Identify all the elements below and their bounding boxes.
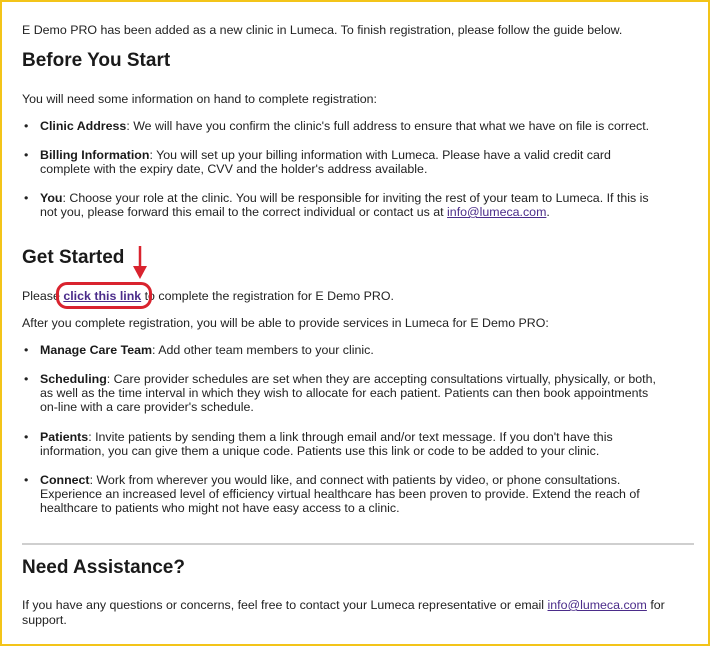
started-lead: After you complete registration, you will be able to provide services in Lumeca for E Demo PRO: bbox=[22, 316, 549, 330]
period: . bbox=[546, 205, 550, 219]
desc-you: : Choose your role at the clinic. You will be responsible for inviting the rest of your team to Lumeca. If this is bbox=[62, 191, 649, 205]
bullet: • bbox=[24, 473, 29, 487]
bullet: • bbox=[24, 148, 29, 162]
desc-patients: : Invite patients by sending them a link through email and/or text message. If you don't have this bbox=[88, 430, 613, 444]
desc-manage-care-team: : Add other team members to your clinic. bbox=[152, 343, 374, 357]
bullet: • bbox=[24, 372, 29, 386]
divider bbox=[22, 543, 694, 545]
term-scheduling: Scheduling bbox=[40, 372, 107, 386]
intro-text: E Demo PRO has been added as a new clinic in Lumeca. To finish registration, please follow the guide below. bbox=[22, 23, 623, 37]
term-you: You bbox=[40, 191, 63, 205]
desc-connect-line2: Experience an increased level of efficiency virtual healthcare has been proven to provide. Extend the reach of bbox=[40, 487, 640, 501]
list-item-clinic-address bbox=[24, 119, 692, 133]
support-email-link[interactable]: info@lumeca.com bbox=[547, 598, 647, 612]
bullet: • bbox=[24, 191, 29, 205]
before-lead: You will need some information on hand to complete registration: bbox=[22, 92, 377, 106]
desc-you-line2: not you, please forward this email to the correct individual or contact us at bbox=[40, 205, 448, 219]
desc-patients-line2: information, you can give them a unique code. Patients use this link or code to be added to your clinic. bbox=[40, 444, 600, 458]
assist-post: for bbox=[646, 598, 665, 612]
list-item-billing bbox=[24, 148, 692, 176]
desc-connect-line3: healthcare to patients who might not have easy access to a clinic. bbox=[40, 501, 400, 515]
list-item-you bbox=[24, 191, 692, 219]
term-manage-care-team: Manage Care Team bbox=[40, 343, 153, 357]
term-connect: Connect bbox=[40, 473, 90, 487]
assist-pre: If you have any questions or concerns, feel free to contact your Lumeca representative or email bbox=[22, 598, 548, 612]
bullet: • bbox=[24, 119, 29, 133]
desc-clinic-address: : We will have you confirm the clinic's full address to ensure that what we have on file is correct. bbox=[126, 119, 650, 133]
heading-get-started: Get Started bbox=[22, 247, 125, 268]
desc-scheduling: : Care provider schedules are set when they are accepting consultations virtually, physically, or both, bbox=[106, 372, 656, 386]
bullet: • bbox=[24, 430, 29, 444]
heading-before-you-start: Before You Start bbox=[22, 50, 171, 71]
desc-scheduling-line2: as well as the time interval in which they wish to allocate for each patient. Patients can then book appointments bbox=[40, 386, 649, 400]
registration-pre: Please bbox=[22, 289, 64, 303]
list-item-manage-care-team bbox=[24, 343, 692, 357]
term-clinic-address: Clinic Address bbox=[40, 119, 127, 133]
arrow-down-icon bbox=[131, 246, 149, 280]
registration-post: to complete the registration for E Demo PRO. bbox=[141, 289, 394, 303]
desc-billing-line2: complete with the expiry date, CVV and the holder's address available. bbox=[40, 162, 428, 176]
assist-line2: support. bbox=[22, 613, 67, 627]
list-item-scheduling bbox=[24, 372, 692, 414]
list-item-patients bbox=[24, 430, 692, 458]
desc-connect: : Work from wherever you would like, and connect with patients by video, or phone consultations. bbox=[89, 473, 621, 487]
list-item-connect bbox=[24, 473, 692, 515]
heading-need-assistance: Need Assistance? bbox=[22, 557, 185, 578]
bullet: • bbox=[24, 343, 29, 357]
desc-billing: : You will set up your billing information with Lumeca. Please have a valid credit card bbox=[149, 148, 611, 162]
term-billing: Billing Information bbox=[40, 148, 150, 162]
assist-sentence bbox=[22, 598, 665, 612]
desc-scheduling-line3: on-line with a care provider's schedule. bbox=[40, 400, 254, 414]
term-patients: Patients bbox=[40, 430, 89, 444]
registration-link[interactable]: click this link bbox=[63, 289, 142, 303]
link-highlight-box bbox=[56, 282, 152, 309]
contact-email-link[interactable]: info@lumeca.com bbox=[447, 205, 547, 219]
